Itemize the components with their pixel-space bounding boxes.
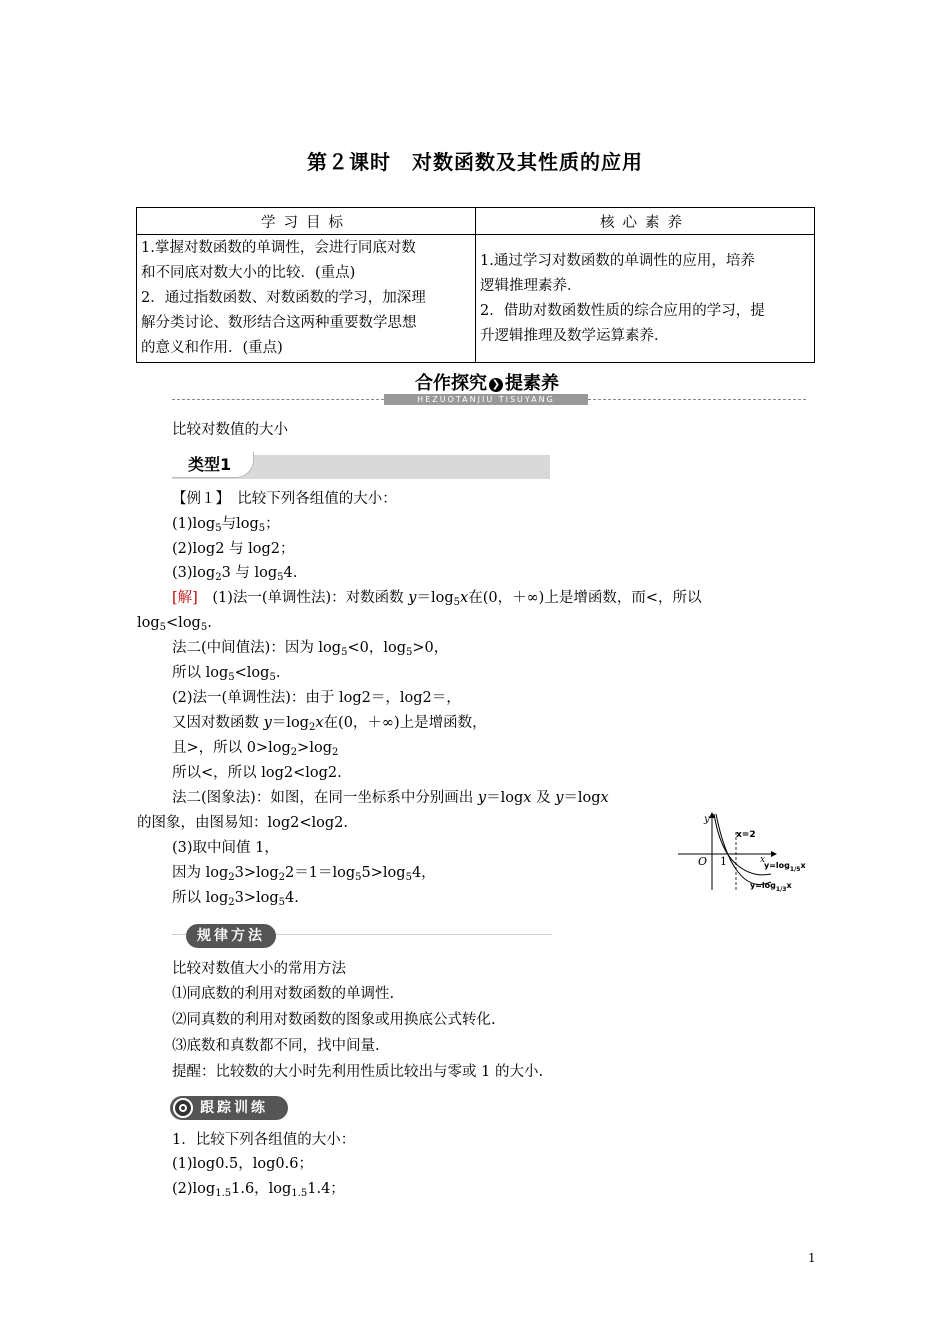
literacy-line: 逻辑推理素养． [480, 277, 582, 294]
solution-line-1: [解] (1)法一(单调性法)：对数函数 $y=\log_5x$在(0，＋∞)上是增函数，而<，所以 [172, 590, 702, 608]
method-item: ⑵同真数的利用对数函数的图象或用换底公式转化. [172, 1012, 496, 1028]
solution-line-9: 法二(图象法)：如图，在同一坐标系中分别画出 y＝logx 及 y＝logx [172, 790, 609, 806]
type-tag: 类型1 [172, 452, 254, 478]
example-q2: (2)log2 与 log2； [172, 541, 295, 557]
solution-line-2: $\log_5<\log_5$. [137, 615, 212, 633]
solution-tag: [解] [172, 590, 198, 606]
practice-item-1: (1)log0.5，log0.6； [172, 1156, 313, 1172]
goal-line: 2．通过指数函数、对数函数的学习，加深理 [141, 290, 426, 306]
example-q3: $(3)\log_23$ 与 $\log_54$. [172, 565, 298, 583]
page-title: 第２课时 对数函数及其性质的应用 [307, 150, 643, 174]
arrow-icon: ❯ [489, 378, 503, 392]
method-tag: 规律方法 [186, 924, 276, 948]
goal-line: 1.掌握对数函数的单调性，会进行同底对数 [141, 240, 416, 256]
target-icon [173, 1098, 193, 1118]
goal-line: 解分类讨论、数形结合这两种重要数学思想 [141, 315, 417, 331]
goal-line: 的意义和作用．(重点) [141, 340, 283, 356]
section-divider-right [588, 399, 806, 400]
example-q1: $(1)\log_5$与$\log_5$； [172, 516, 280, 534]
one-label: 1 [720, 855, 727, 868]
literacy-line: 1.通过学习对数函数的单调性的应用，培养 [480, 252, 755, 269]
section-divider-left [172, 399, 384, 400]
topic-heading: 比较对数值的大小 [172, 422, 288, 438]
practice-question: 1．比较下列各组值的大小： [172, 1132, 356, 1148]
curve2-label: $y=\log_{1/3}x$ [750, 881, 792, 893]
literacy-line: 升逻辑推理及数学运算素养． [480, 327, 669, 344]
solution-line-7: 且>，所以 $0>\log_2>\log_2$ [172, 740, 339, 758]
solution-line-5: (2)法一(单调性法)：由于 log2＝，log2＝， [172, 690, 461, 706]
origin-label: O [698, 855, 708, 868]
literacy-line: 2．借助对数函数性质的综合应用的学习，提 [480, 302, 765, 319]
solution-line-13: 所以 $\log_23>\log_54$. [172, 890, 299, 908]
goals-header-literacy: 核心素养 [476, 208, 815, 235]
log-graph [676, 810, 816, 894]
goals-learning-cell [137, 235, 476, 363]
practice-item-2: $(2)\log_{1.5}1.6$，$\log_{1.5}1.4$； [172, 1181, 345, 1199]
goals-table [136, 207, 815, 363]
practice-tag: 跟踪训练 [170, 1096, 288, 1120]
example-prompt: 【例１】 比较下列各组值的大小： [172, 491, 397, 507]
vline-label: x=2 [736, 830, 756, 840]
method-item: ⑶底数和真数都不同，找中间量. [172, 1038, 380, 1054]
section-subtitle: HEZUOTANJIU TISUYANG [384, 394, 588, 405]
method-item: ⑴同底数的利用对数函数的单调性. [172, 986, 395, 1002]
y-axis-label: y [704, 814, 710, 825]
x-axis-label: x [760, 855, 766, 865]
x-axis-arrow-icon [771, 851, 777, 857]
solution-line-3: 法二(中间值法)：因为 $\log_5<0$，$\log_5>0$， [172, 640, 449, 658]
solution-line-4: 所以 $\log_5<\log_5$. [172, 665, 281, 683]
solution-line-10: 的图象，由图易知：log2<log2. [137, 815, 349, 831]
solution-line-8: 所以<，所以 log2<log2. [172, 765, 342, 781]
method-reminder: 提醒：比较数的大小时先利用性质比较出与零或 1 的大小. [172, 1064, 544, 1080]
curve1-label: $y=\log_{1/5}x$ [764, 861, 806, 873]
solution-line-12: 因为 $\log_23>\log_22=1=\log_55>\log_54$， [172, 865, 436, 883]
solution-line-11: (3)取中间值 1， [172, 840, 279, 856]
goal-line: 和不同底对数大小的比较．(重点) [141, 265, 356, 281]
page-number: 1 [808, 1251, 816, 1265]
goals-header-learning: 学习目标 [137, 208, 476, 235]
method-heading: 比较对数值大小的常用方法 [172, 961, 346, 977]
solution-line-6: 又因对数函数 $y=\log_2x$在(0，＋∞)上是增函数， [172, 715, 487, 733]
goals-literacy-cell [476, 235, 815, 363]
section-title: 合作探究 ❯ 提素养 [415, 373, 559, 394]
